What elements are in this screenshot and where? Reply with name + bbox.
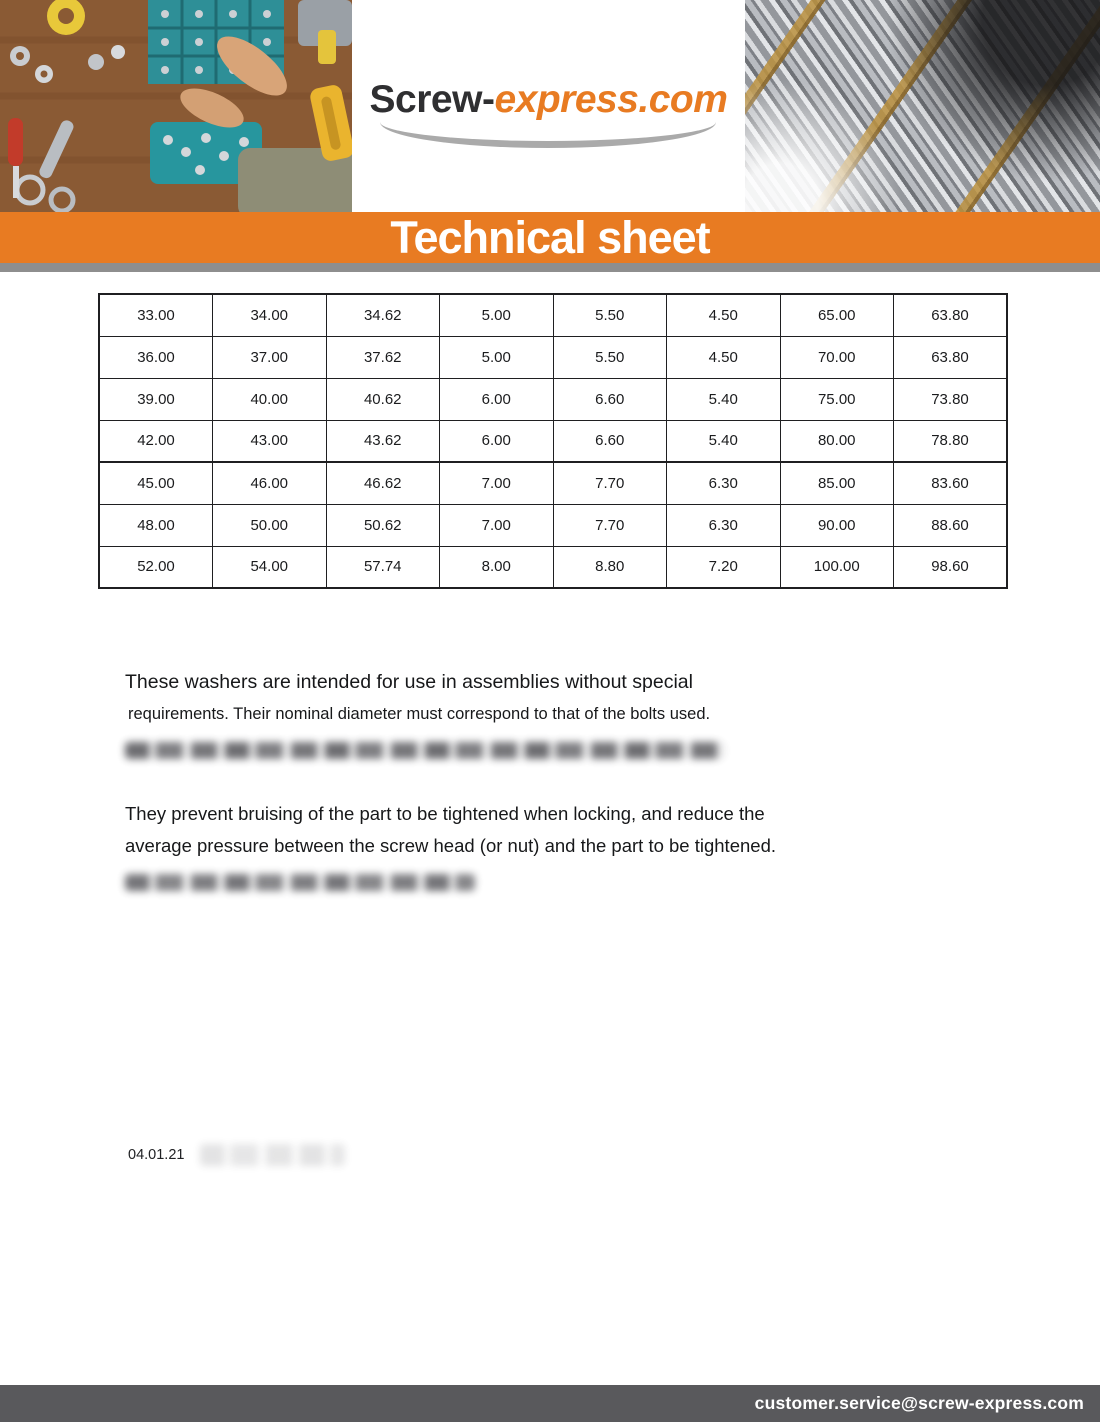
table-cell: 63.80 (894, 336, 1008, 378)
table-cell: 6.60 (553, 420, 667, 462)
screws-pile-photo (745, 0, 1100, 212)
paragraph-line: average pressure between the screw head (or nut) and the part to be tightened. (125, 835, 776, 856)
table-cell: 4.50 (667, 294, 781, 336)
table-cell: 37.00 (213, 336, 327, 378)
table-row (99, 420, 1007, 462)
table-cell: 6.60 (553, 378, 667, 420)
table-cell: 75.00 (780, 378, 894, 420)
logo-text-screw: Screw- (369, 78, 495, 121)
table-cell: 39.00 (99, 378, 213, 420)
table-cell: 73.80 (894, 378, 1008, 420)
table-cell: 7.70 (553, 462, 667, 504)
table-cell: 83.60 (894, 462, 1008, 504)
table-cell: 43.62 (326, 420, 440, 462)
workbench-photo (0, 0, 352, 212)
table-cell: 6.00 (440, 420, 554, 462)
table-cell: 33.00 (99, 294, 213, 336)
table-row (99, 462, 1007, 504)
table-row (99, 378, 1007, 420)
description-paragraph-1 (125, 668, 885, 759)
redacted-text-blur (200, 1144, 345, 1166)
table-cell: 46.00 (213, 462, 327, 504)
paragraph-line: These washers are intended for use in assemblies without special (125, 671, 693, 693)
table-cell: 37.62 (326, 336, 440, 378)
logo-text-express: express.com (494, 78, 728, 121)
table-cell: 50.62 (326, 504, 440, 546)
footer-email: customer.service@screw-express.com (754, 1393, 1084, 1413)
date-row (128, 1144, 345, 1166)
table-cell: 40.62 (326, 378, 440, 420)
table-cell: 7.20 (667, 546, 781, 588)
page-title: Technical sheet (390, 212, 710, 263)
table-row (99, 504, 1007, 546)
table-cell: 34.00 (213, 294, 327, 336)
table-cell: 63.80 (894, 294, 1008, 336)
table-cell: 6.30 (667, 504, 781, 546)
banner (0, 212, 1100, 263)
table-cell: 54.00 (213, 546, 327, 588)
table-cell: 5.40 (667, 420, 781, 462)
table-cell: 5.50 (553, 294, 667, 336)
table-cell: 57.74 (326, 546, 440, 588)
table-cell: 34.62 (326, 294, 440, 336)
table-cell: 80.00 (780, 420, 894, 462)
table-row (99, 336, 1007, 378)
logo-text (352, 78, 745, 122)
table-cell: 5.00 (440, 336, 554, 378)
table-cell: 85.00 (780, 462, 894, 504)
workbench-photo-illustration (0, 0, 352, 212)
table-cell: 98.60 (894, 546, 1008, 588)
table-cell: 6.00 (440, 378, 554, 420)
revision-date: 04.01.21 (128, 1146, 185, 1163)
paragraph-line: requirements. Their nominal diameter must correspond to that of the bolts used. (128, 705, 711, 723)
table-cell: 45.00 (99, 462, 213, 504)
description-paragraph-2 (125, 798, 925, 891)
redacted-text-blur (125, 742, 725, 759)
table-cell: 43.00 (213, 420, 327, 462)
footer-bar (0, 1385, 1100, 1422)
table-cell: 48.00 (99, 504, 213, 546)
table-cell: 7.00 (440, 462, 554, 504)
spec-table-body (99, 294, 1007, 588)
table-cell: 52.00 (99, 546, 213, 588)
table-cell: 4.50 (667, 336, 781, 378)
spec-table (98, 293, 1008, 589)
table-cell: 8.00 (440, 546, 554, 588)
table-cell: 42.00 (99, 420, 213, 462)
table-cell: 46.62 (326, 462, 440, 504)
table-cell: 36.00 (99, 336, 213, 378)
table-cell: 65.00 (780, 294, 894, 336)
table-cell: 40.00 (213, 378, 327, 420)
table-cell: 90.00 (780, 504, 894, 546)
table-cell: 6.30 (667, 462, 781, 504)
table-cell: 5.40 (667, 378, 781, 420)
header (0, 0, 1100, 212)
table-cell: 78.80 (894, 420, 1008, 462)
table-row (99, 294, 1007, 336)
table-cell: 5.00 (440, 294, 554, 336)
table-cell: 50.00 (213, 504, 327, 546)
table-row (99, 546, 1007, 588)
table-cell: 7.00 (440, 504, 554, 546)
table-cell: 100.00 (780, 546, 894, 588)
table-cell: 7.70 (553, 504, 667, 546)
table-cell: 5.50 (553, 336, 667, 378)
table-cell: 88.60 (894, 504, 1008, 546)
table-cell: 8.80 (553, 546, 667, 588)
logo (352, 0, 745, 212)
redacted-text-blur (125, 874, 475, 891)
paragraph-line: They prevent bruising of the part to be tightened when locking, and reduce the (125, 803, 765, 824)
table-cell: 70.00 (780, 336, 894, 378)
banner-shadow (0, 263, 1100, 272)
